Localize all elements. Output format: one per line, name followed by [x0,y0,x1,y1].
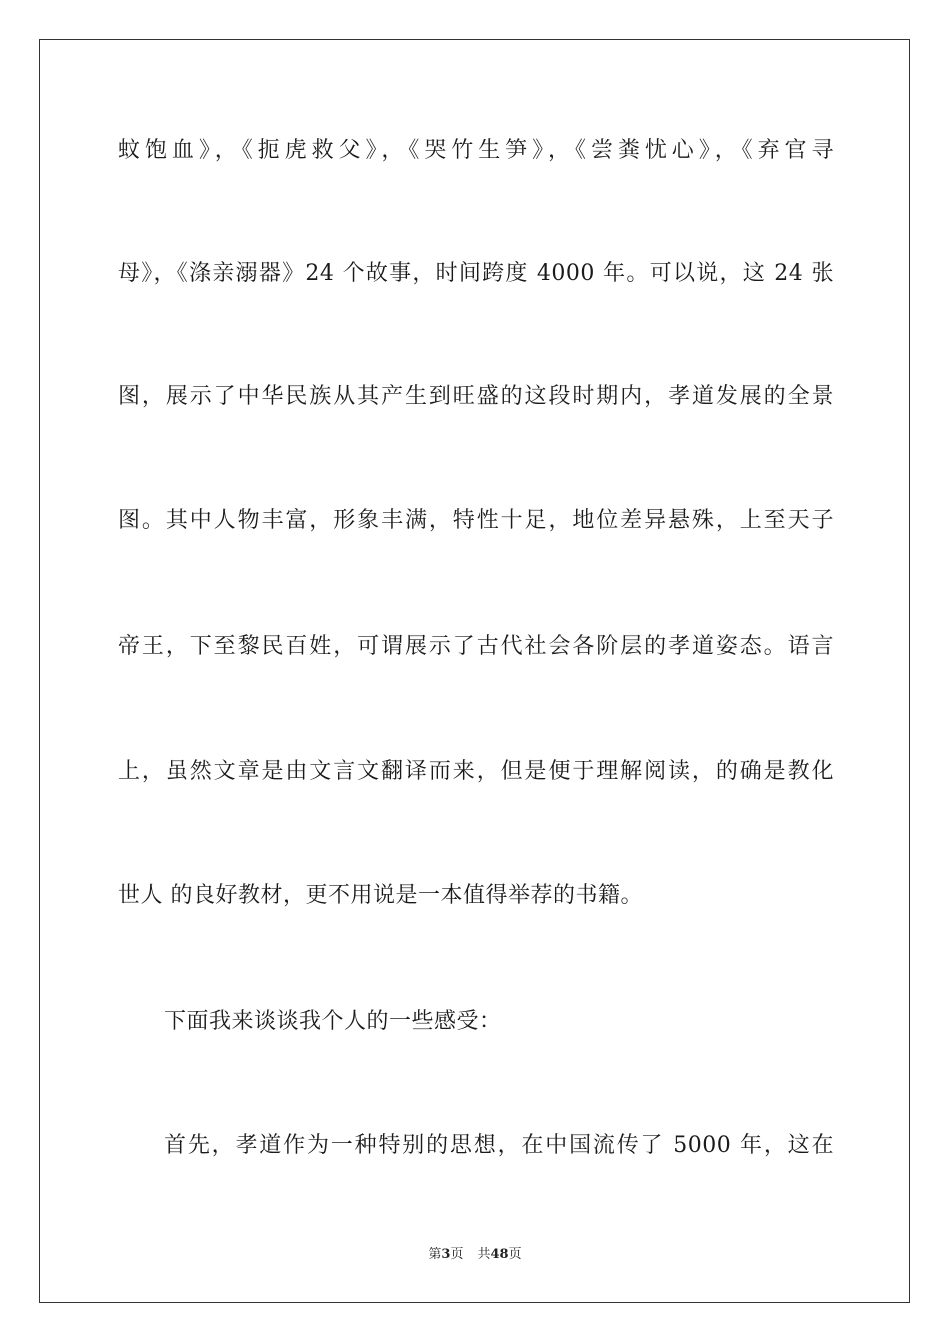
text-line: 图，展示了中华民族从其产生到旺盛的这段时期内，孝道发展的全景 [118,384,834,409]
page-number: 3 [441,1247,451,1262]
page-suffix: 页 [450,1247,464,1262]
paragraph-line: 下面我来谈谈我个人的一些感受： [164,1009,502,1034]
page-border [39,39,910,1303]
paragraph-line: 首先，孝道作为一种特别的思想，在中国流传了 5000 年，这在 [164,1133,834,1158]
text-line: 母》，《涤亲溺器》24 个故事，时间跨度 4000 年。可以说，这 24 张 [118,261,834,286]
page-footer [0,1247,950,1263]
text-line: 图。其中人物丰富，形象丰满，特性十足，地位差异悬殊，上至天子 [118,508,834,533]
text-line: 帝王，下至黎民百姓，可谓展示了古代社会各阶层的孝道姿态。语言 [118,634,834,659]
page-prefix: 第 [428,1247,442,1262]
total-prefix: 共 [477,1247,491,1262]
total-suffix: 页 [508,1247,522,1262]
total-pages: 48 [490,1247,509,1262]
text-line: 世人 的良好教材，更不用说是一本值得举荐的书籍。 [118,883,643,908]
text-line: 蚊饱血》，《扼虎救父》，《哭竹生笋》，《尝粪忧心》，《弃官寻 [118,138,834,163]
text-line: 上，虽然文章是由文言文翻译而来，但是便于理解阅读，的确是教化 [118,759,834,784]
